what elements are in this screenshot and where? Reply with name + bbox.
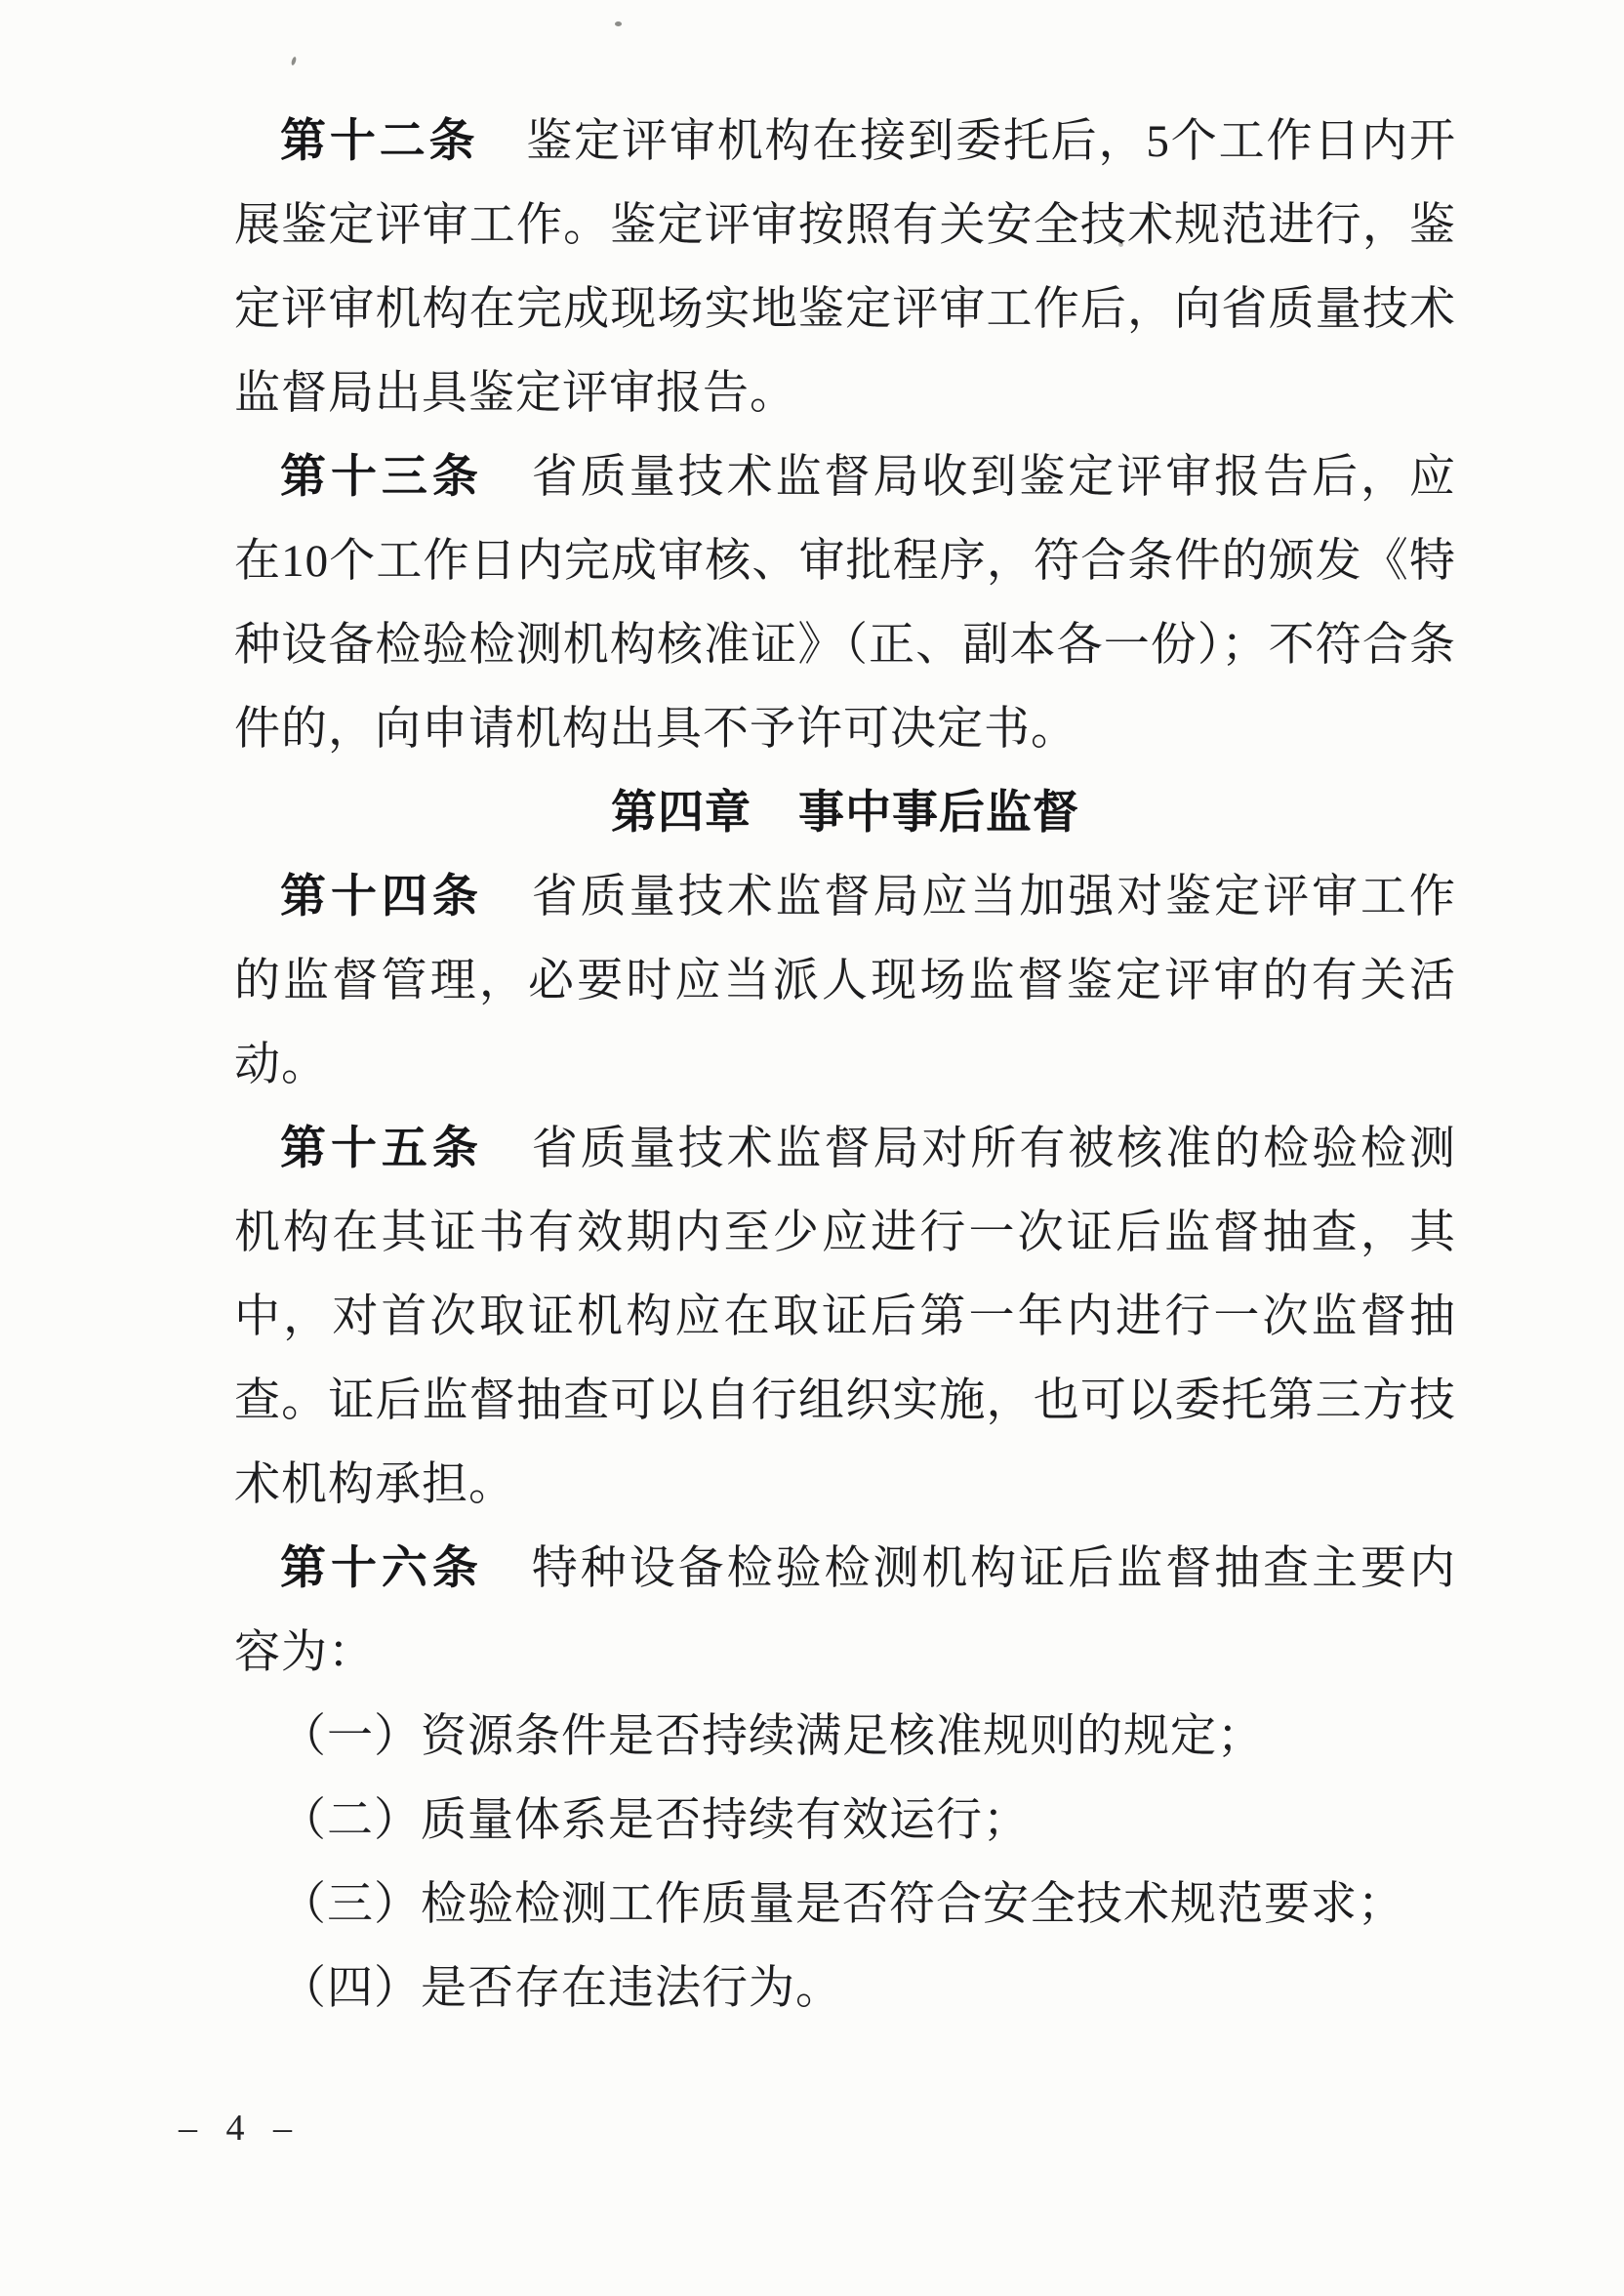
article-text: 省质量技术监督局应当加强对鉴定评审工作的监督管理，必要时应当派人现场监督鉴定评审的有关活动。 [234,872,1457,1090]
numbered-item: （一）资源条件是否持续满足核准规则的规定； [280,1711,1264,1762]
article-text: 特种设备检验检测机构证后监督抽查主要内容为： [234,1543,1457,1678]
document-body [234,100,1456,2030]
article-text: 省质量技术监督局对所有被核准的检验检测机构在其证书有效期内至少应进行一次证后监督抽查，其中，对首次取证机构应在取证后第一年内进行一次监督抽查。证后监督抽查可以自行组织实施，也可以委托第三方技术机构承担。 [234,1124,1457,1510]
article-number: 第十三条 [280,452,483,503]
article-paragraph [234,435,1456,771]
article-number: 第十六条 [280,1543,483,1594]
page-number: – 4 – [179,2108,302,2149]
scan-speck [615,21,622,26]
article-number: 第十五条 [280,1124,483,1174]
article-number: 第十二条 [280,116,479,167]
article-text: 鉴定评审机构在接到委托后，5个工作日内开展鉴定评审工作。鉴定评审按照有关安全技术规范进行，鉴定评审机构在完成现场实地鉴定评审工作后，向省质量技术监督局出具鉴定评审报告。 [234,116,1457,419]
article-paragraph [234,1527,1456,1695]
article-paragraph [234,1107,1456,1527]
article-text: 省质量技术监督局收到鉴定评审报告后，应在10个工作日内完成审核、审批程序，符合条件的颁发《特种设备检验检测机构核准证》（正、副本各一份）；不符合条件的，向申请机构出具不予许可决定书。 [234,452,1457,755]
numbered-item: （二）质量体系是否持续有效运行； [280,1795,1030,1846]
article-paragraph [234,100,1456,435]
article-number: 第十四条 [280,872,483,922]
chapter-heading: 第四章 事中事后监督 [611,788,1079,839]
numbered-item: （三）检验检测工作质量是否符合安全技术规范要求； [280,1879,1404,1930]
scan-speck [291,57,298,66]
numbered-item: （四）是否存在违法行为。 [280,1963,842,2014]
article-paragraph [234,855,1456,1107]
